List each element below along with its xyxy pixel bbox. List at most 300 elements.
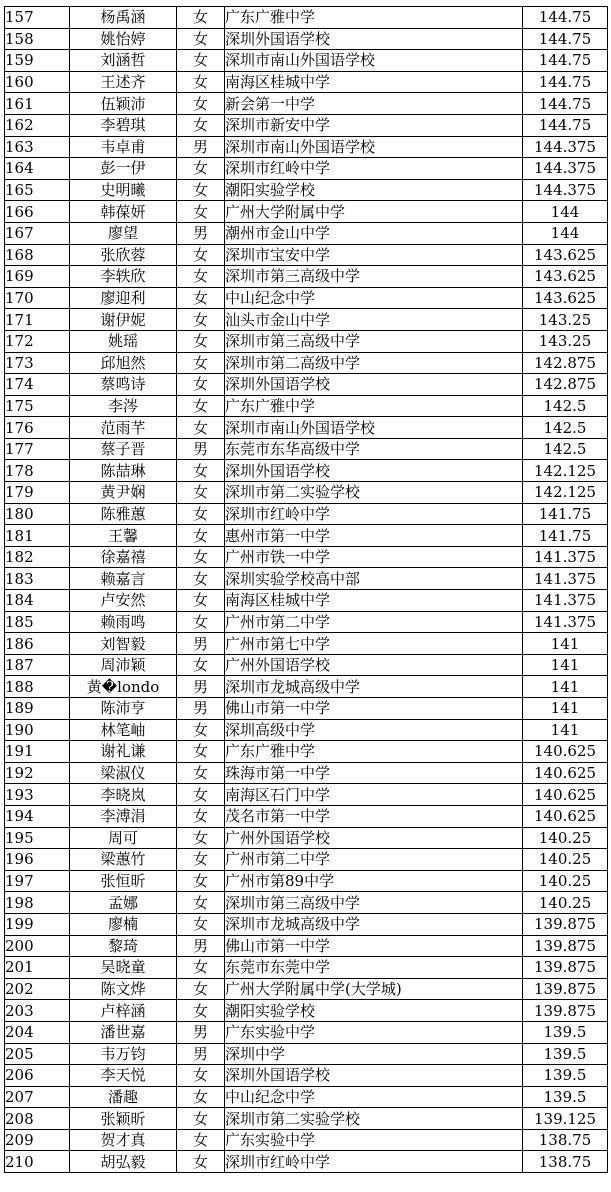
school-cell: 广东实验中学 bbox=[225, 1021, 523, 1043]
gender-cell: 男 bbox=[177, 136, 225, 158]
gender-cell: 女 bbox=[177, 179, 225, 201]
gender-cell: 女 bbox=[177, 352, 225, 374]
score-cell: 143.25 bbox=[523, 330, 608, 352]
name-cell: 韦卓甫 bbox=[70, 136, 177, 158]
rank-cell: 157 bbox=[5, 7, 70, 29]
rank-cell: 159 bbox=[5, 50, 70, 72]
name-cell: 潘世嘉 bbox=[70, 1021, 177, 1043]
school-cell: 汕头市金山中学 bbox=[225, 309, 523, 331]
rank-cell: 163 bbox=[5, 136, 70, 158]
table-row bbox=[5, 266, 608, 288]
rank-cell: 189 bbox=[5, 698, 70, 720]
gender-cell: 男 bbox=[177, 633, 225, 655]
table-row bbox=[5, 892, 608, 914]
rank-cell: 181 bbox=[5, 525, 70, 547]
rank-cell: 162 bbox=[5, 114, 70, 136]
rank-cell: 206 bbox=[5, 1065, 70, 1087]
name-cell: 廖迎利 bbox=[70, 287, 177, 309]
score-cell: 144.375 bbox=[523, 136, 608, 158]
table-row bbox=[5, 805, 608, 827]
school-cell: 广东广雅中学 bbox=[225, 7, 523, 29]
gender-cell: 女 bbox=[177, 546, 225, 568]
score-cell: 144.375 bbox=[523, 179, 608, 201]
name-cell: 陈喆琳 bbox=[70, 460, 177, 482]
school-cell: 南海区桂城中学 bbox=[225, 71, 523, 93]
table-row bbox=[5, 7, 608, 29]
table-row bbox=[5, 460, 608, 482]
name-cell: 陈文烨 bbox=[70, 978, 177, 1000]
table-row bbox=[5, 957, 608, 979]
rank-cell: 175 bbox=[5, 395, 70, 417]
gender-cell: 女 bbox=[177, 611, 225, 633]
rank-cell: 176 bbox=[5, 417, 70, 439]
table-row bbox=[5, 633, 608, 655]
rank-cell: 191 bbox=[5, 741, 70, 763]
table-row bbox=[5, 676, 608, 698]
table-row bbox=[5, 482, 608, 504]
school-cell: 深圳市第二实验学校 bbox=[225, 482, 523, 504]
name-cell: 韩葆妍 bbox=[70, 201, 177, 223]
name-cell: 李晓岚 bbox=[70, 784, 177, 806]
rank-cell: 167 bbox=[5, 222, 70, 244]
table-row bbox=[5, 935, 608, 957]
school-cell: 深圳市第三高级中学 bbox=[225, 266, 523, 288]
table-row bbox=[5, 1065, 608, 1087]
gender-cell: 女 bbox=[177, 957, 225, 979]
score-cell: 142.5 bbox=[523, 438, 608, 460]
table-row bbox=[5, 762, 608, 784]
school-cell: 深圳市南山外国语学校 bbox=[225, 417, 523, 439]
school-cell: 深圳外国语学校 bbox=[225, 374, 523, 396]
gender-cell: 女 bbox=[177, 892, 225, 914]
name-cell: 谢礼谦 bbox=[70, 741, 177, 763]
gender-cell: 女 bbox=[177, 503, 225, 525]
table-row bbox=[5, 50, 608, 72]
school-cell: 广州大学附属中学 bbox=[225, 201, 523, 223]
table-row bbox=[5, 1021, 608, 1043]
score-cell: 142.5 bbox=[523, 395, 608, 417]
table-row bbox=[5, 374, 608, 396]
gender-cell: 女 bbox=[177, 1000, 225, 1022]
gender-cell: 女 bbox=[177, 374, 225, 396]
rank-cell: 171 bbox=[5, 309, 70, 331]
table-row bbox=[5, 568, 608, 590]
rank-cell: 164 bbox=[5, 158, 70, 180]
table-row bbox=[5, 136, 608, 158]
school-cell: 广州外国语学校 bbox=[225, 827, 523, 849]
table-row bbox=[5, 1043, 608, 1065]
school-cell: 深圳市龙城高级中学 bbox=[225, 913, 523, 935]
gender-cell: 男 bbox=[177, 935, 225, 957]
name-cell: 卢安然 bbox=[70, 590, 177, 612]
gender-cell: 女 bbox=[177, 93, 225, 115]
score-cell: 144 bbox=[523, 201, 608, 223]
rank-cell: 203 bbox=[5, 1000, 70, 1022]
school-cell: 潮州市金山中学 bbox=[225, 222, 523, 244]
rank-cell: 202 bbox=[5, 978, 70, 1000]
rank-cell: 166 bbox=[5, 201, 70, 223]
rank-cell: 165 bbox=[5, 179, 70, 201]
name-cell: 周沛颖 bbox=[70, 654, 177, 676]
school-cell: 广州市铁一中学 bbox=[225, 546, 523, 568]
score-cell: 141 bbox=[523, 633, 608, 655]
school-cell: 惠州市第一中学 bbox=[225, 525, 523, 547]
name-cell: 韦万钧 bbox=[70, 1043, 177, 1065]
rank-cell: 161 bbox=[5, 93, 70, 115]
table-row bbox=[5, 1086, 608, 1108]
score-cell: 139.875 bbox=[523, 957, 608, 979]
ranking-table bbox=[4, 6, 608, 1173]
table-row bbox=[5, 71, 608, 93]
school-cell: 深圳市南山外国语学校 bbox=[225, 50, 523, 72]
name-cell: 邱旭然 bbox=[70, 352, 177, 374]
score-cell: 144.75 bbox=[523, 93, 608, 115]
school-cell: 广州大学附属中学(大学城) bbox=[225, 978, 523, 1000]
school-cell: 广东实验中学 bbox=[225, 1129, 523, 1151]
rank-cell: 183 bbox=[5, 568, 70, 590]
score-cell: 143.25 bbox=[523, 309, 608, 331]
rank-cell: 184 bbox=[5, 590, 70, 612]
table-row bbox=[5, 201, 608, 223]
table-row bbox=[5, 611, 608, 633]
gender-cell: 女 bbox=[177, 244, 225, 266]
name-cell: 史明曦 bbox=[70, 179, 177, 201]
table-row bbox=[5, 870, 608, 892]
table-row bbox=[5, 1000, 608, 1022]
table-row bbox=[5, 1129, 608, 1151]
school-cell: 南海区石门中学 bbox=[225, 784, 523, 806]
score-cell: 140.625 bbox=[523, 784, 608, 806]
score-cell: 141.375 bbox=[523, 590, 608, 612]
name-cell: 李碧琪 bbox=[70, 114, 177, 136]
name-cell: 谢伊妮 bbox=[70, 309, 177, 331]
gender-cell: 女 bbox=[177, 1065, 225, 1087]
gender-cell: 男 bbox=[177, 222, 225, 244]
score-cell: 141 bbox=[523, 654, 608, 676]
gender-cell: 女 bbox=[177, 805, 225, 827]
table-row bbox=[5, 352, 608, 374]
score-cell: 143.625 bbox=[523, 244, 608, 266]
rank-cell: 172 bbox=[5, 330, 70, 352]
table-row bbox=[5, 28, 608, 50]
table-row bbox=[5, 438, 608, 460]
name-cell: 廖望 bbox=[70, 222, 177, 244]
rank-cell: 192 bbox=[5, 762, 70, 784]
score-cell: 141.375 bbox=[523, 611, 608, 633]
gender-cell: 女 bbox=[177, 266, 225, 288]
gender-cell: 女 bbox=[177, 50, 225, 72]
table-row bbox=[5, 179, 608, 201]
score-cell: 142.875 bbox=[523, 374, 608, 396]
rank-cell: 160 bbox=[5, 71, 70, 93]
rank-cell: 210 bbox=[5, 1151, 70, 1173]
name-cell: 林笔岫 bbox=[70, 719, 177, 741]
name-cell: 张颖昕 bbox=[70, 1108, 177, 1130]
gender-cell: 女 bbox=[177, 287, 225, 309]
name-cell: 梁蕙竹 bbox=[70, 849, 177, 871]
gender-cell: 女 bbox=[177, 201, 225, 223]
score-cell: 141.75 bbox=[523, 525, 608, 547]
table-row bbox=[5, 244, 608, 266]
rank-cell: 177 bbox=[5, 438, 70, 460]
rank-cell: 180 bbox=[5, 503, 70, 525]
rank-cell: 185 bbox=[5, 611, 70, 633]
gender-cell: 女 bbox=[177, 460, 225, 482]
score-cell: 140.25 bbox=[523, 827, 608, 849]
ranking-table-body bbox=[5, 7, 608, 1173]
gender-cell: 女 bbox=[177, 1086, 225, 1108]
name-cell: 刘智毅 bbox=[70, 633, 177, 655]
score-cell: 139.875 bbox=[523, 978, 608, 1000]
school-cell: 深圳市宝安中学 bbox=[225, 244, 523, 266]
rank-cell: 204 bbox=[5, 1021, 70, 1043]
name-cell: 王述齐 bbox=[70, 71, 177, 93]
table-row bbox=[5, 525, 608, 547]
gender-cell: 女 bbox=[177, 741, 225, 763]
score-cell: 139.875 bbox=[523, 935, 608, 957]
school-cell: 广州市第七中学 bbox=[225, 633, 523, 655]
score-cell: 141.375 bbox=[523, 546, 608, 568]
school-cell: 潮阳实验学校 bbox=[225, 1000, 523, 1022]
rank-cell: 197 bbox=[5, 870, 70, 892]
name-cell: 姚瑶 bbox=[70, 330, 177, 352]
name-cell: 孟娜 bbox=[70, 892, 177, 914]
gender-cell: 女 bbox=[177, 7, 225, 29]
score-cell: 140.625 bbox=[523, 741, 608, 763]
name-cell: 姚怡婷 bbox=[70, 28, 177, 50]
table-row bbox=[5, 222, 608, 244]
gender-cell: 女 bbox=[177, 762, 225, 784]
table-row bbox=[5, 784, 608, 806]
rank-cell: 168 bbox=[5, 244, 70, 266]
school-cell: 深圳市龙城高级中学 bbox=[225, 676, 523, 698]
school-cell: 深圳市第二高级中学 bbox=[225, 352, 523, 374]
name-cell: 李涔 bbox=[70, 395, 177, 417]
school-cell: 深圳市红岭中学 bbox=[225, 503, 523, 525]
table-row bbox=[5, 654, 608, 676]
gender-cell: 女 bbox=[177, 1108, 225, 1130]
school-cell: 深圳市红岭中学 bbox=[225, 1151, 523, 1173]
school-cell: 深圳市第二实验学校 bbox=[225, 1108, 523, 1130]
school-cell: 潮阳实验学校 bbox=[225, 179, 523, 201]
school-cell: 广州外国语学校 bbox=[225, 654, 523, 676]
score-cell: 142.5 bbox=[523, 417, 608, 439]
school-cell: 东莞市东莞中学 bbox=[225, 957, 523, 979]
school-cell: 深圳外国语学校 bbox=[225, 1065, 523, 1087]
name-cell: 杨禹涵 bbox=[70, 7, 177, 29]
gender-cell: 女 bbox=[177, 719, 225, 741]
table-row bbox=[5, 1108, 608, 1130]
table-row bbox=[5, 1151, 608, 1173]
school-cell: 深圳市第三高级中学 bbox=[225, 330, 523, 352]
name-cell: 彭一伊 bbox=[70, 158, 177, 180]
rank-cell: 182 bbox=[5, 546, 70, 568]
name-cell: 吴晓童 bbox=[70, 957, 177, 979]
rank-cell: 205 bbox=[5, 1043, 70, 1065]
gender-cell: 女 bbox=[177, 590, 225, 612]
score-cell: 143.625 bbox=[523, 287, 608, 309]
gender-cell: 女 bbox=[177, 1151, 225, 1173]
name-cell: 胡弘毅 bbox=[70, 1151, 177, 1173]
name-cell: 李溥涓 bbox=[70, 805, 177, 827]
score-cell: 138.75 bbox=[523, 1151, 608, 1173]
name-cell: 蔡鸣诗 bbox=[70, 374, 177, 396]
name-cell: 刘涵哲 bbox=[70, 50, 177, 72]
school-cell: 深圳外国语学校 bbox=[225, 28, 523, 50]
table-row bbox=[5, 590, 608, 612]
score-cell: 144.375 bbox=[523, 158, 608, 180]
score-cell: 142.875 bbox=[523, 352, 608, 374]
school-cell: 深圳实验学校高中部 bbox=[225, 568, 523, 590]
score-cell: 144.75 bbox=[523, 28, 608, 50]
name-cell: 张欣蓉 bbox=[70, 244, 177, 266]
score-cell: 139.125 bbox=[523, 1108, 608, 1130]
school-cell: 深圳外国语学校 bbox=[225, 460, 523, 482]
table-row bbox=[5, 114, 608, 136]
gender-cell: 女 bbox=[177, 482, 225, 504]
table-row bbox=[5, 913, 608, 935]
name-cell: 周可 bbox=[70, 827, 177, 849]
table-row bbox=[5, 719, 608, 741]
gender-cell: 女 bbox=[177, 28, 225, 50]
score-cell: 144.75 bbox=[523, 71, 608, 93]
rank-cell: 193 bbox=[5, 784, 70, 806]
score-cell: 144.75 bbox=[523, 50, 608, 72]
name-cell: 赖嘉言 bbox=[70, 568, 177, 590]
rank-cell: 190 bbox=[5, 719, 70, 741]
table-row bbox=[5, 741, 608, 763]
score-cell: 144.75 bbox=[523, 114, 608, 136]
rank-cell: 207 bbox=[5, 1086, 70, 1108]
rank-cell: 186 bbox=[5, 633, 70, 655]
table-row bbox=[5, 93, 608, 115]
school-cell: 深圳市新安中学 bbox=[225, 114, 523, 136]
score-cell: 141 bbox=[523, 676, 608, 698]
score-cell: 139.5 bbox=[523, 1043, 608, 1065]
table-row bbox=[5, 287, 608, 309]
rank-cell: 169 bbox=[5, 266, 70, 288]
gender-cell: 男 bbox=[177, 676, 225, 698]
rank-cell: 179 bbox=[5, 482, 70, 504]
rank-cell: 196 bbox=[5, 849, 70, 871]
score-cell: 138.75 bbox=[523, 1129, 608, 1151]
school-cell: 中山纪念中学 bbox=[225, 1086, 523, 1108]
gender-cell: 女 bbox=[177, 309, 225, 331]
name-cell: 黎琦 bbox=[70, 935, 177, 957]
name-cell: 潘趣 bbox=[70, 1086, 177, 1108]
school-cell: 深圳市南山外国语学校 bbox=[225, 136, 523, 158]
rank-cell: 198 bbox=[5, 892, 70, 914]
rank-cell: 158 bbox=[5, 28, 70, 50]
name-cell: 黄尹娴 bbox=[70, 482, 177, 504]
score-cell: 141.75 bbox=[523, 503, 608, 525]
school-cell: 广东广雅中学 bbox=[225, 395, 523, 417]
table-row bbox=[5, 309, 608, 331]
gender-cell: 女 bbox=[177, 158, 225, 180]
school-cell: 新会第一中学 bbox=[225, 93, 523, 115]
school-cell: 茂名市第一中学 bbox=[225, 805, 523, 827]
gender-cell: 女 bbox=[177, 525, 225, 547]
gender-cell: 女 bbox=[177, 71, 225, 93]
table-row bbox=[5, 158, 608, 180]
table-row bbox=[5, 978, 608, 1000]
table-row bbox=[5, 546, 608, 568]
score-cell: 139.875 bbox=[523, 913, 608, 935]
gender-cell: 男 bbox=[177, 438, 225, 460]
rank-cell: 194 bbox=[5, 805, 70, 827]
rank-cell: 173 bbox=[5, 352, 70, 374]
score-cell: 144.75 bbox=[523, 7, 608, 29]
score-cell: 141 bbox=[523, 719, 608, 741]
score-cell: 140.25 bbox=[523, 892, 608, 914]
rank-cell: 200 bbox=[5, 935, 70, 957]
rank-cell: 195 bbox=[5, 827, 70, 849]
name-cell: 梁淑仪 bbox=[70, 762, 177, 784]
rank-cell: 188 bbox=[5, 676, 70, 698]
rank-cell: 178 bbox=[5, 460, 70, 482]
school-cell: 广州市第89中学 bbox=[225, 870, 523, 892]
score-cell: 142.125 bbox=[523, 460, 608, 482]
name-cell: 王馨 bbox=[70, 525, 177, 547]
rank-cell: 199 bbox=[5, 913, 70, 935]
gender-cell: 男 bbox=[177, 698, 225, 720]
table-row bbox=[5, 827, 608, 849]
rank-cell: 170 bbox=[5, 287, 70, 309]
score-cell: 140.25 bbox=[523, 870, 608, 892]
score-cell: 139.5 bbox=[523, 1065, 608, 1087]
school-cell: 深圳高级中学 bbox=[225, 719, 523, 741]
gender-cell: 女 bbox=[177, 1129, 225, 1151]
gender-cell: 女 bbox=[177, 913, 225, 935]
score-cell: 144 bbox=[523, 222, 608, 244]
score-cell: 140.625 bbox=[523, 805, 608, 827]
score-cell: 139.5 bbox=[523, 1086, 608, 1108]
gender-cell: 男 bbox=[177, 1021, 225, 1043]
name-cell: 李轶欣 bbox=[70, 266, 177, 288]
score-cell: 143.625 bbox=[523, 266, 608, 288]
school-cell: 广州市第二中学 bbox=[225, 849, 523, 871]
gender-cell: 女 bbox=[177, 827, 225, 849]
score-cell: 139.5 bbox=[523, 1021, 608, 1043]
school-cell: 深圳市红岭中学 bbox=[225, 158, 523, 180]
table-row bbox=[5, 417, 608, 439]
name-cell: 赖雨鸣 bbox=[70, 611, 177, 633]
rank-cell: 174 bbox=[5, 374, 70, 396]
school-cell: 广州市第二中学 bbox=[225, 611, 523, 633]
gender-cell: 女 bbox=[177, 784, 225, 806]
table-row bbox=[5, 395, 608, 417]
name-cell: 陈沛亨 bbox=[70, 698, 177, 720]
gender-cell: 女 bbox=[177, 978, 225, 1000]
school-cell: 佛山市第一中学 bbox=[225, 698, 523, 720]
rank-cell: 201 bbox=[5, 957, 70, 979]
name-cell: 黄�londo bbox=[70, 676, 177, 698]
score-cell: 141 bbox=[523, 698, 608, 720]
score-cell: 141.375 bbox=[523, 568, 608, 590]
score-cell: 140.625 bbox=[523, 762, 608, 784]
name-cell: 廖楠 bbox=[70, 913, 177, 935]
table-row bbox=[5, 330, 608, 352]
gender-cell: 女 bbox=[177, 568, 225, 590]
name-cell: 张恒昕 bbox=[70, 870, 177, 892]
score-cell: 139.875 bbox=[523, 1000, 608, 1022]
gender-cell: 女 bbox=[177, 330, 225, 352]
rank-cell: 209 bbox=[5, 1129, 70, 1151]
name-cell: 蔡子晋 bbox=[70, 438, 177, 460]
table-row bbox=[5, 849, 608, 871]
school-cell: 东莞市东华高级中学 bbox=[225, 438, 523, 460]
score-cell: 140.25 bbox=[523, 849, 608, 871]
